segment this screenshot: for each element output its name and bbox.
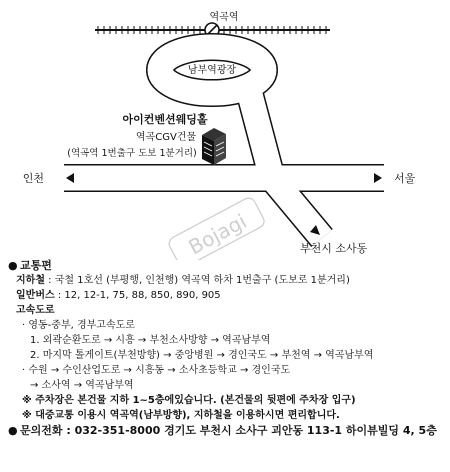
station-label: 역곡역 (209, 12, 239, 23)
building-name: 아이컨벤션웨딩홀 (122, 113, 208, 126)
building-icon (202, 128, 226, 165)
highway-heading: 고속도로 (16, 305, 55, 316)
bus-label: 일반버스 (16, 290, 55, 301)
directions-info (8, 258, 446, 438)
subway-text: 국철 1호선 (부평행, 인천행) 역곡역 하차 1번출구 (도보로 1분거리) (54, 275, 350, 286)
contact-row: ● 문의전화 : 032-351-8000 경기도 부천시 소사구 괴안동 113-1 하이뷰빌딩 4, 5층 (8, 424, 437, 437)
building-walking-note: (역곡역 1번출구 도보 1분거리) (67, 148, 197, 159)
route1-heading: · 영동-중부, 경부고속도로 (22, 320, 135, 331)
bullet-icon: ● (8, 259, 18, 272)
bus-row: 일반버스 : 12, 12-1, 75, 88, 850, 890, 905 (16, 290, 221, 301)
route2-step-a: → 소사역 → 역곡남부역 (30, 380, 134, 391)
watermark (167, 196, 267, 260)
left-destination: 인천 (22, 172, 44, 185)
transit-note: ※ 대중교통 이용시 역곡역(남부방향), 지하철을 이용하시면 편리합니다. (22, 410, 340, 421)
contact-text: 032-351-8000 경기도 부천시 소사구 괴안동 113-1 하이뷰빌딩 4, 5층 (74, 424, 437, 437)
right-destination: 서울 (394, 172, 416, 185)
route1-step-a: 1. 외곽순환도로 → 시흥 → 부천소사방향 → 역곡남부역 (30, 335, 271, 346)
svg-text:Bojagi: Bojagi (184, 208, 251, 260)
route1-step-b: 2. 마지막 톨게이트(부천방향) → 중앙병원 → 경인국도 → 부천역 → 역곡남부역 (30, 350, 374, 361)
contact-label: 문의전화 (20, 424, 63, 437)
subway-label: 지하철 (16, 275, 45, 286)
transport-heading: ● 교통편 (8, 259, 52, 272)
plaza-label: 남부역광장 (187, 65, 237, 76)
route2-heading: · 수원 → 수인산업도로 → 시흥동 → 소사초등학교 → 경인국도 (22, 365, 291, 376)
bottom-destination: 부천시 소사동 (300, 242, 368, 255)
bullet-icon: ● (8, 424, 18, 437)
building-subname: 역곡CGV건물 (135, 132, 197, 143)
parking-note: ※ 주차장은 본건물 지하 1~5층에있습니다. (본건물의 뒷편에 주차장 입구) (22, 395, 356, 406)
subway-row: 지하철 : 국철 1호선 (부평행, 인천행) 역곡역 하차 1번출구 (도보로 1분거리) (16, 275, 350, 286)
bus-text: 12, 12-1, 75, 88, 850, 890, 905 (64, 290, 221, 301)
